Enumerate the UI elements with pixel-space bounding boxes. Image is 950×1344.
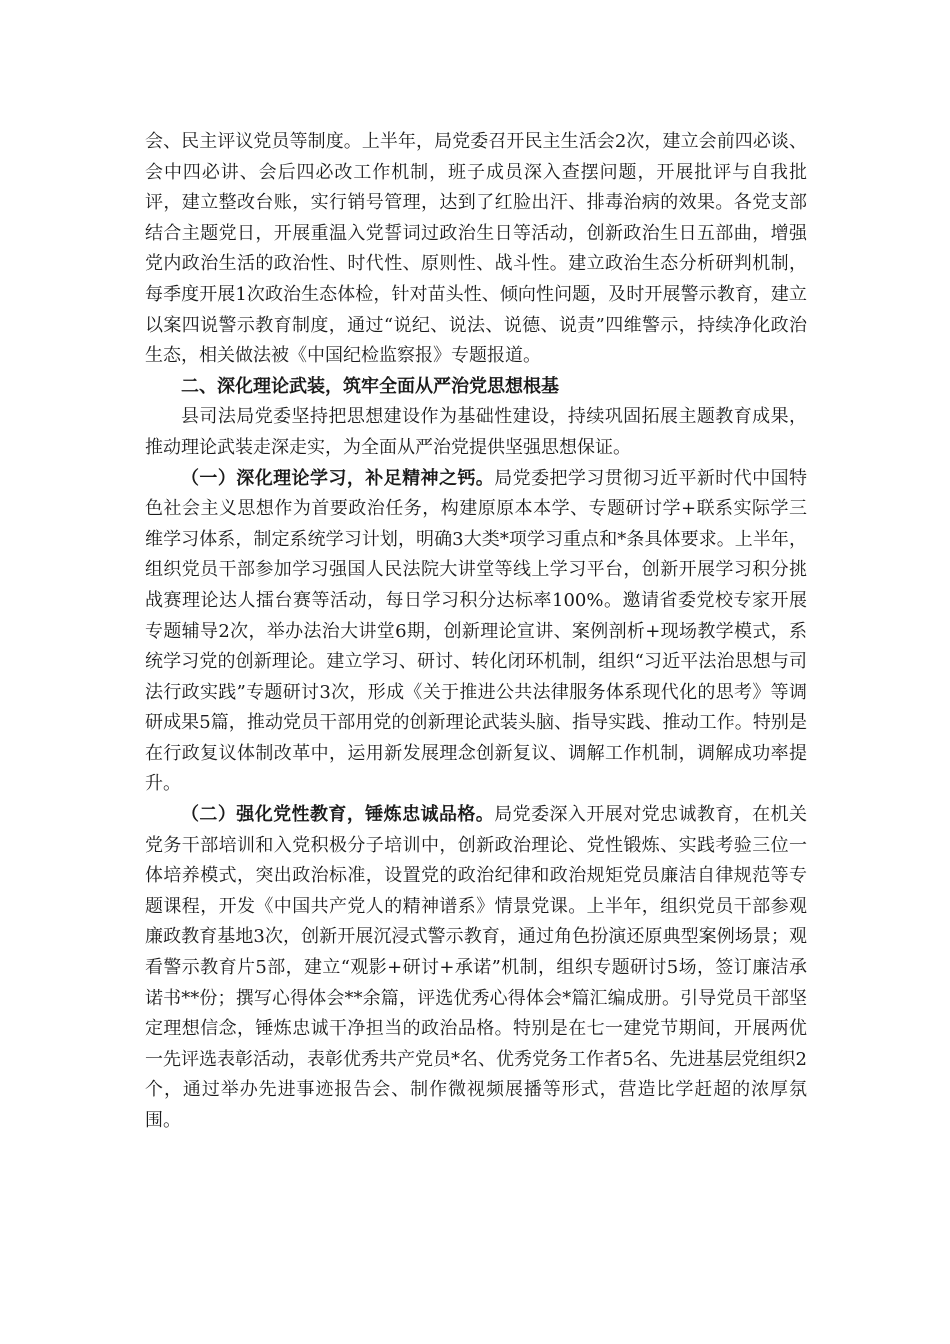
subsection-1-lead: （一）深化理论学习，补足精神之钙。	[181, 467, 495, 489]
section-intro-paragraph: 县司法局党委坚持把思想建设作为基础性建设，持续巩固拓展主题教育成果，推动理论武装走深走实，为全面从严治党提供坚强思想保证。	[145, 406, 807, 458]
subsection-1-body: 局党委把学习贯彻习近平新时代中国特色社会主义思想作为首要政治任务，构建原原本本学、专题研讨学+联系实际学三维学习体系，制定系统学习计划，明确3大类*项学习重点和*条具体要求。上半年，组织党员干部参加学习强国人民法院大讲堂等线上学习平台，创新开展学习积分挑战赛理论达人擂台赛等活动，每日学习积分达标率100%。邀请省委党校专家开展专题辅导2次，举办法治大讲堂6期，创新理论宣讲、案例剖析+现场教学模式，系统学习党的创新理论。建立学习、研讨、转化闭环机制，组织“习近平法治思想与司法行政实践”专题研讨3次，形成《关于推进公共法律服务体系现代化的思考》等调研成果5篇，推动党员干部用党的创新理论武装头脑、指导实践、推动工作。特别是在行政复议体制改革中，运用新发展理念创新复议、调解工作机制，调解成功率提升。	[145, 467, 808, 795]
paragraph-continued: 会、民主评议党员等制度。上半年，局党委召开民主生活会2次，建立会前四必谈、会中四必讲、会后四必改工作机制，班子成员深入查摆问题，开展批评与自我批评，建立整改台账，实行销号管理，达到了红脸出汗、排毒治病的效果。各党支部结合主题党日，开展重温入党誓词过政治生日等活动，创新政治生日五部曲，增强党内政治生活的政治性、时代性、原则性、战斗性。建立政治生态分析研判机制，每季度开展1次政治生态体检，针对苗头性、倾向性问题，及时开展警示教育，建立以案四说警示教育制度，通过“说纪、说法、说德、说责”四维警示，持续净化政治生态，相关做法被《中国纪检监察报》专题报道。	[145, 131, 807, 367]
document-body	[145, 127, 807, 1137]
subsection-2-body: 局党委深入开展对党忠诚教育，在机关党务干部培训和入党积极分子培训中，创新政治理论、党性锻炼、实践考验三位一体培养模式，突出政治标准，设置党的政治纪律和政治规矩党员廉洁自律规范等专题课程，开发《中国共产党人的精神谱系》情景党课。上半年，组织党员干部参观廉政教育基地3次，创新开展沉浸式警示教育，通过角色扮演还原典型案例场景；观看警示教育片5部，建立“观影+研讨+承诺”机制，组织专题研讨5场，签订廉洁承诺书**份；撰写心得体会**余篇，评选优秀心得体会*篇汇编成册。引导党员干部坚定理想信念，锤炼忠诚干净担当的政治品格。特别是在七一建党节期间，开展两优一先评选表彰活动，表彰优秀共产党员*名、优秀党务工作者5名、先进基层党组织2个，通过举办先进事迹报告会、制作微视频展播等形式，营造比学赶超的浓厚氛围。	[145, 804, 808, 1131]
subsection-1-paragraph	[145, 464, 807, 801]
section-heading: 二、深化理论武装，筑牢全面从严治党思想根基	[181, 375, 559, 397]
subsection-2-lead: （二）强化党性教育，锤炼忠诚品格。	[181, 804, 495, 826]
subsection-2-paragraph	[145, 800, 807, 1137]
